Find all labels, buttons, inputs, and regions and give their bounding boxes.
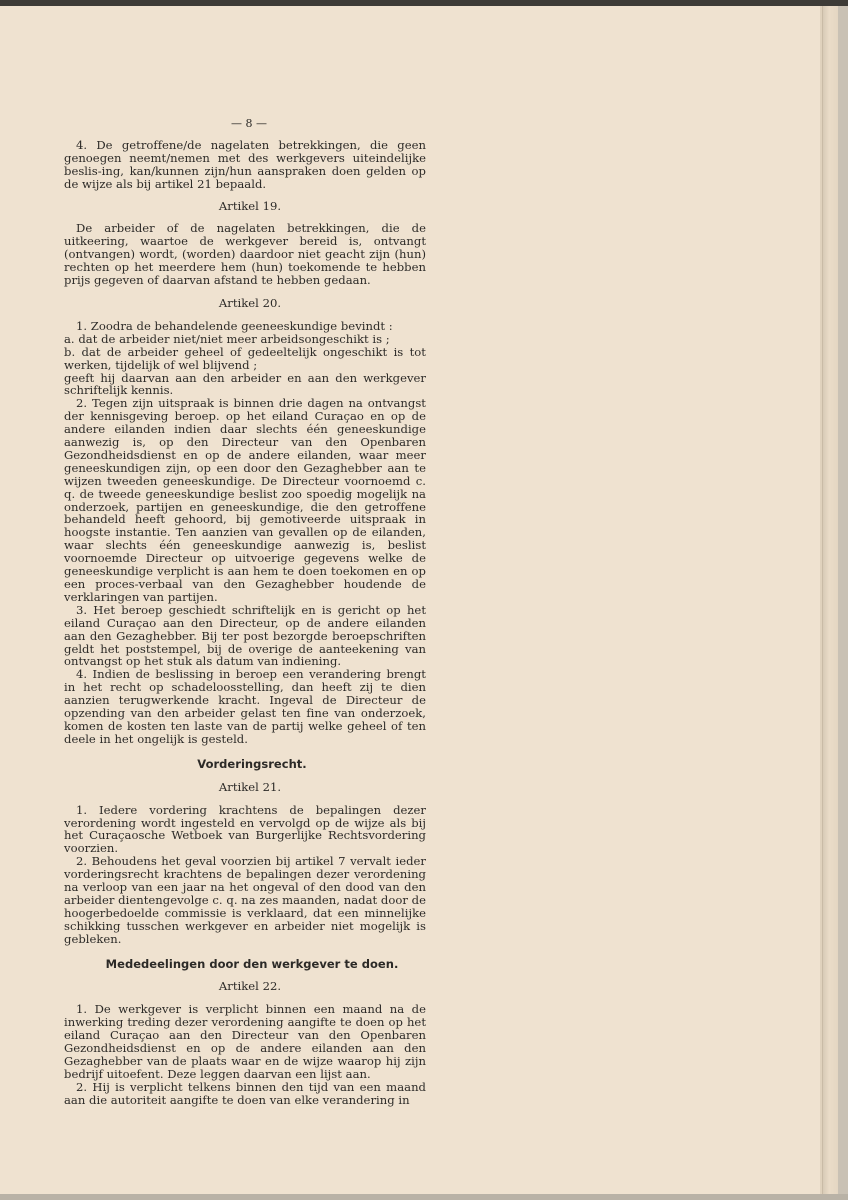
- article-20-para-1a: a. dat de arbeider niet/niet meer arbeidsongeschikt is ;: [64, 331, 390, 346]
- article-21-para-2: 2. Behoudens het geval voorzien bij artikel 7 vervalt ieder vorderingsrecht krachtens de bepalingen dezer verordening na verloop van een jaar na het ongeval of den dood van den arbeider dientengevolge c. q. na zes maanden, nadat door de hoogerbedoelde commissie is verklaard, dat een minnelijke schikking tusschen werkgever en arbeider niet mogelijk is gebleken.: [64, 854, 426, 946]
- article-20-para-3: 3. Het beroep geschiedt schriftelijk en is gericht op het eiland Curaçao aan den Directeur, op de andere eilanden aan den Gezaghebber. Bij ter post bezorgde beroepschriften geldt het poststempel, bij de overige de aanteekening van ontvangst op het stuk als datum van indiening.: [64, 602, 426, 669]
- text-column: [64, 118, 426, 1107]
- article-19-text: De arbeider of de nagelaten betrekkingen, die de uitkeering, waartoe de werkgever bereid is, ontvangt (ontvangen) wordt, (worden) daardoor niet geacht zijn (hun) rechten op het meerdere hem (hun) toekomende te hebben prijs gegeven of daarvan afstand te hebben gedaan.: [64, 221, 426, 288]
- page-number: — 8 —: [230, 117, 268, 130]
- article-22-para-2: 2. Hij is verplicht telkens binnen den tijd van een maand aan die autoriteit aangifte te doen van elke verandering in: [64, 1079, 426, 1107]
- mededeelingen-heading: Mededeelingen door den werkgever te doen.: [105, 956, 399, 971]
- article-20-para-1b: b. dat de arbeider geheel of gedeeltelijk ongeschikt is tot werken, tijdelijk of wel blijvend ;: [64, 344, 426, 372]
- article-19-heading: Artikel 19.: [218, 198, 282, 213]
- intro-paragraph: 4. De getroffene/de nagelaten betrekkingen, die geen genoegen neemt/nemen met des werkgevers uiteindelijke beslis-ing, kan/kunnen zijn/hun aanspraken doen gelden op de wijze als bij artikel 21 bepaald.: [64, 137, 426, 191]
- article-20-heading: Artikel 20.: [218, 295, 282, 310]
- page-edge: [822, 6, 839, 1194]
- article-21-heading: Artikel 21.: [218, 779, 282, 794]
- article-22-para-1: 1. De werkgever is verplicht binnen een maand na de inwerking treding dezer verordening aangifte te doen op het eiland Curaçao aan den Directeur van den Openbaren Gezondheidsdienst en op de andere eilanden aan den Gezaghebber van de plaats waar en de wijze waarop hij zijn bedrijf uitoefent. Deze leggen daarvan een lijst aan.: [64, 1002, 426, 1081]
- document-page: [0, 6, 822, 1194]
- vorderingsrecht-heading: Vorderingsrecht.: [197, 756, 307, 771]
- article-20-para-1: 1. Zoodra de behandelende geeneeskundige bevindt :: [76, 318, 393, 333]
- article-21-para-1: 1. Iedere vordering krachtens de bepalingen dezer verordening wordt ingesteld en vervolgd op de wijze als bij het Curaçaosche Wetboek van Burgerlijke Rechtsvordering voorzien.: [64, 802, 426, 856]
- scan-right-border: [838, 6, 848, 1194]
- article-20-para-1c: geeft hij daarvan aan den arbeider en aan den werkgever schriftelijk kennis.: [64, 370, 426, 398]
- article-20-para-4: 4. Indien de beslissing in beroep een verandering brengt in het recht op schadeloosstelling, dan heeft zij te dien aanzien terugwerkende kracht. Ingeval de Directeur de opzending van den arbeider gelast ten fine van onderzoek, komen de kosten ten laste van de partij welke geheel of ten deele in het ongelijk is gesteld.: [64, 667, 426, 746]
- article-20-para-2: 2. Tegen zijn uitspraak is binnen drie dagen na ontvangst der kennisgeving beroep. op het eiland Curaçao en op de andere eilanden indien daar slechts één geneeskundige aanwezig is, op den Directeur van den Openbaren Gezondheidsdienst en op de andere eilanden, waar meer geneeskundigen zijn, op een door den Gezaghebber aan te wijzen tweeden geneeskundige. De Directeur voornoemd c. q. de tweede geneeskundige beslist zoo spoedig mogelijk na onderzoek, partijen en geneeskundige, die den getroffene behandeld heeft gehoord, bij gemotiveerde uitspraak in hoogste instantie. Ten aanzien van gevallen op de eilanden, waar slechts één geneeskundige aanwezig is, beslist voornoemde Directeur op uitvoerige gegevens welke de geneeskundige verplicht is aan hem te doen toekomen en op een proces-verbaal van den Gezaghebber houdende de verklaringen van partijen.: [64, 396, 426, 604]
- article-22-heading: Artikel 22.: [218, 979, 282, 994]
